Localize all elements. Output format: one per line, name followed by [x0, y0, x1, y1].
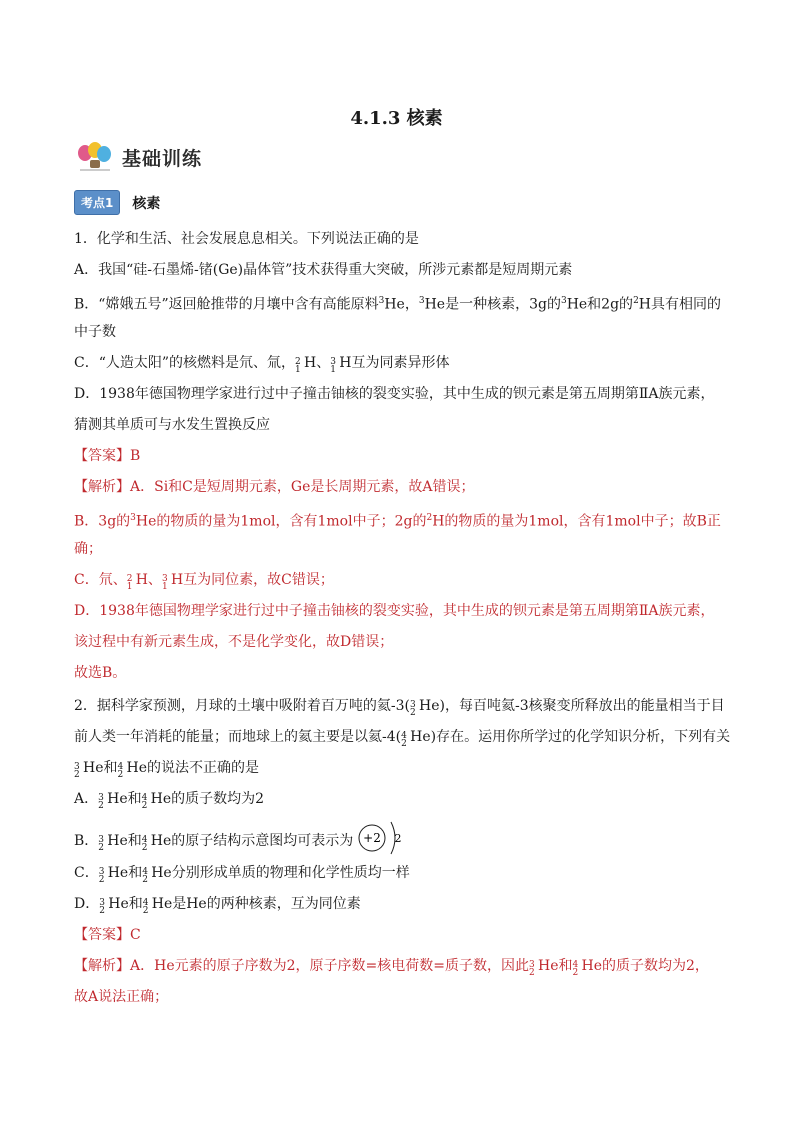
q1-explanation-end: 故选B。: [74, 665, 127, 681]
q1-explanation-d1: D．1938年德国物理学家进行过中子撞击铀核的裂变实验，其中生成的钡元素是第五周期第ⅡA族元素，: [74, 603, 715, 619]
kaodian-header: [74, 190, 160, 215]
q1-explanation-b2: 确；: [74, 541, 102, 557]
kaodian-label: 核素: [132, 195, 161, 212]
q1-option-a: A．我国“硅-石墨烯-锗(Ge)晶体管”技术获得重大突破，所涉元素都是短周期元素: [74, 262, 573, 278]
q1-explanation-b1: B．3g的$^3$He的物质的量为1mol，含有1mol中子；2g的$^2$H的物质的量为1mol，含有1mol中子；故B正: [74, 513, 721, 530]
diagram-nucleus-label: +2: [363, 831, 382, 845]
section-banner: [74, 140, 202, 174]
q1-explanation-d2: 该过程中有新元素生成，不是化学变化，故D错误；: [74, 634, 394, 650]
q2-stem-line2: 前人类一年消耗的能量；而地球上的氦主要是以氦-4( 4 2 He)存在。运用你所学过的化学知识分析，下列有关: [74, 729, 731, 749]
atom-structure-diagram: [355, 826, 417, 856]
q1-option-b-line1: B．“嫦娥五号”返回舱推带的月壤中含有高能原料$^3$He，$^3$He是一种核素，3g的$^3$He和2g的$^2$H具有相同的: [74, 296, 722, 313]
page-title: 4.1.3 核素: [350, 108, 443, 129]
q1-option-c: C．“人造太阳”的核燃料是氘、氚， 2 1 H、 3 1 H互为同素异形体: [74, 355, 450, 375]
q2-option-a: A． 3 2 He和 4 2 He的质子数均为2: [74, 791, 265, 811]
kaodian-badge: 考点1: [74, 190, 120, 215]
q1-stem: 1．化学和生活、社会发展息息相关。下列说法正确的是: [74, 231, 419, 247]
q2-explanation-line1: 【解析】A．He元素的原子序数为2，原子序数=核电荷数=质子数，因此 3 2 He和 4 2 He的质子数均为2，: [74, 958, 709, 978]
q1-option-d-line2: 猜测其单质可与水发生置换反应: [74, 417, 270, 433]
q2-stem-line1: 2．据科学家预测，月球的土壤中吸附着百万吨的氦-3( 3 2 He)，每百吨氦-3核聚变所释放出的能量相当于目: [74, 698, 725, 718]
q2-option-c: C． 3 2 He和 4 2 He分别形成单质的物理和化学性质均一样: [74, 865, 410, 885]
q2-option-d: D． 3 2 He和 4 2 He是He的两种核素，互为同位素: [74, 896, 361, 916]
q1-option-b-line2: 中子数: [74, 324, 116, 340]
q2-answer: 【答案】C: [74, 927, 141, 943]
q1-explanation-a: 【解析】A．Si和C是短周期元素，Ge是长周期元素，故A错误；: [74, 479, 475, 495]
q1-answer: 【答案】B: [74, 448, 141, 464]
q2-stem-line3: 3 2 He和 4 2 He的说法不正确的是: [74, 760, 259, 780]
q2-explanation-line2: 故A说法正确；: [74, 989, 169, 1005]
diagram-shell-label: 2: [394, 832, 402, 845]
q2-option-b: B． 3 2 He和 4 2 He的原子结构示意图均可表示为 +2 2: [74, 826, 417, 856]
banner-text: 基础训练: [122, 147, 203, 170]
lightbulb-cluster-icon: [74, 140, 114, 174]
q1-explanation-c: C．氘、 2 1 H、 3 1 H互为同位素，故C错误；: [74, 572, 334, 592]
q1-option-d-line1: D．1938年德国物理学家进行过中子撞击铀核的裂变实验，其中生成的钡元素是第五周期第ⅡA族元素，: [74, 386, 715, 402]
